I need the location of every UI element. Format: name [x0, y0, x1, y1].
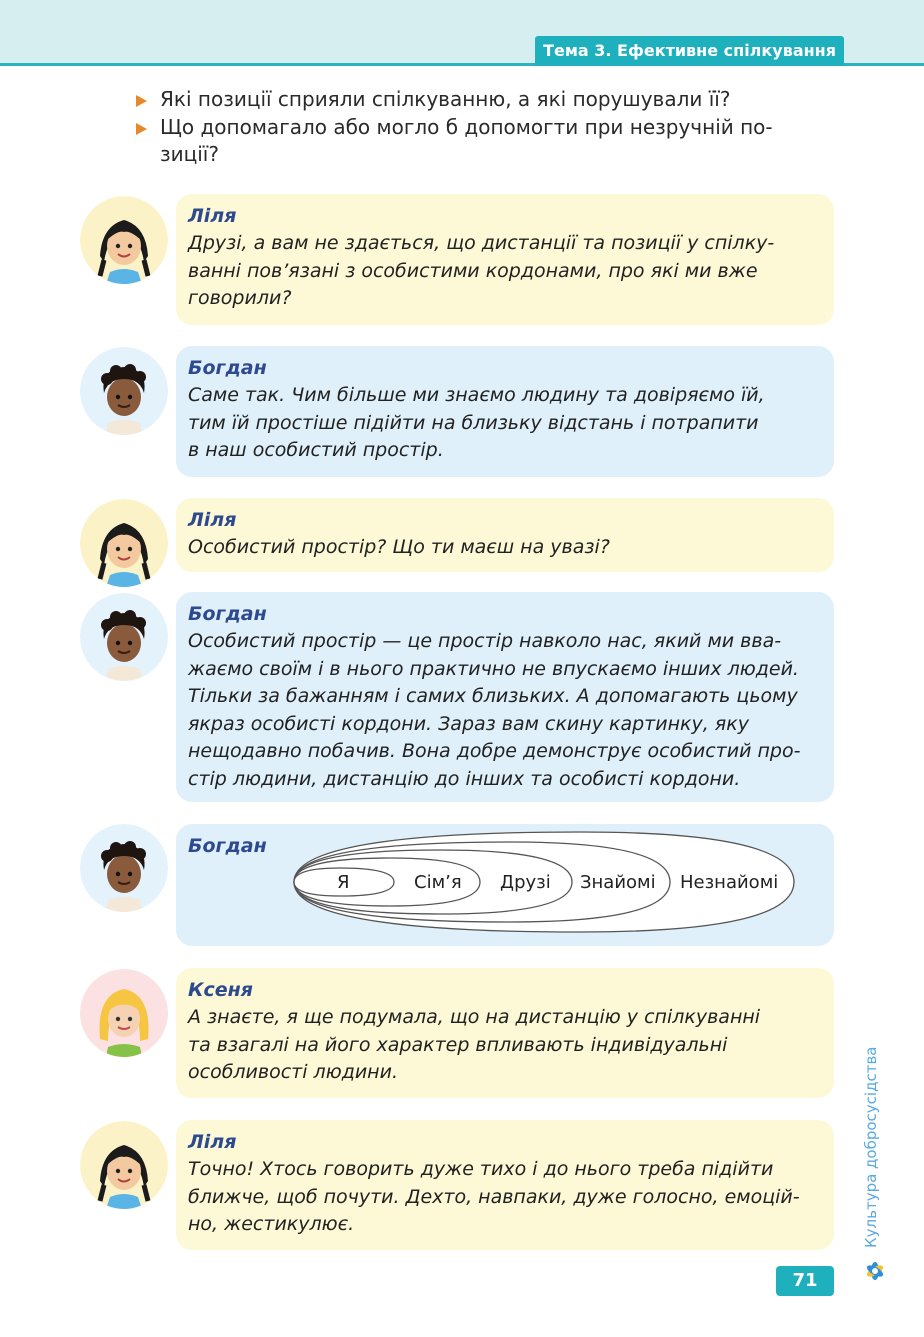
bogdan-avatar — [80, 593, 168, 681]
dialogue-bubble — [176, 194, 834, 325]
diagram-label-acquaintances: Знайомі — [580, 872, 656, 893]
speech-line: в наш особистий простір. — [188, 439, 444, 461]
speech-text: Особистий простір? Що ти маєш на увазі? — [188, 536, 610, 558]
girl-dark-hair-icon — [80, 196, 168, 284]
speech-line: стір людини, дистанцію до інших та особисті кордони. — [188, 767, 741, 790]
speech-line: Особистий простір — це простір навколо нас, який ми вва- — [188, 630, 782, 652]
question-list — [136, 86, 834, 168]
speech-line: говорили? — [188, 287, 292, 309]
speech-line: особливості людини. — [188, 1061, 398, 1083]
triangle-bullet-icon — [136, 95, 147, 107]
speaker-name: Ліля — [188, 509, 237, 531]
dialogue-bubble — [176, 346, 834, 477]
boy-curly-hair-icon — [80, 593, 168, 681]
question-text: Що допомагало або могло б допомогти при незручній по- зиції? — [160, 115, 773, 166]
speech-line: ванні пов’язані з особистими кордонами, про які ми вже — [188, 259, 758, 282]
speaker-name: Ліля — [188, 205, 237, 227]
speech-text — [188, 382, 820, 465]
speech-line: жаємо своїм і в нього практично не впускаємо інших людей. — [188, 657, 799, 680]
speaker-name: Ксеня — [188, 979, 254, 1001]
speech-line: Тільки за бажанням і самих близьких. А допомагають цьому — [188, 685, 798, 707]
dialogue-bubble — [176, 1120, 834, 1250]
personal-space-diagram — [290, 828, 800, 938]
speech-line: нещодавно побачив. Вона добре демонструє особистий про- — [188, 740, 801, 762]
page-number: 71 — [776, 1266, 834, 1296]
lilia-avatar — [80, 196, 168, 284]
speech-line: та взагалі на його характер впливають індивідуальні — [188, 1033, 728, 1056]
dialogue-bubble — [176, 592, 834, 802]
speech-line: но, жестикулює. — [188, 1213, 355, 1235]
speaker-name: Богдан — [188, 603, 267, 625]
diagram-label-friends: Друзі — [500, 872, 551, 893]
dialogue-bubble — [176, 968, 834, 1098]
speech-text — [188, 1156, 820, 1239]
lilia-avatar — [80, 499, 168, 587]
side-title: Культура добросусідства — [862, 1046, 880, 1248]
ksenia-avatar — [80, 969, 168, 1057]
question-text: Які позиції сприяли спілкуванню, а які порушували її? — [160, 87, 731, 111]
speaker-name: Богдан — [188, 357, 267, 379]
speech-text — [188, 1004, 820, 1087]
dialogue-bubble — [176, 498, 834, 572]
triangle-bullet-icon — [136, 123, 147, 135]
diagram-label-strangers: Незнайомі — [680, 872, 779, 893]
bogdan-avatar — [80, 824, 168, 912]
speech-line: якраз особисті кордони. Зараз вам скину картинку, яку — [188, 712, 749, 735]
speaker-name: Ліля — [188, 1131, 237, 1153]
speech-line: тим їй простіше підійти на близьку відстань і потрапити — [188, 411, 759, 434]
boy-curly-hair-icon — [80, 824, 168, 912]
boy-curly-hair-icon — [80, 347, 168, 435]
speech-line: А знаєте, я ще подумала, що на дистанцію у спілкуванні — [188, 1006, 761, 1028]
girl-blonde-hair-icon — [80, 969, 168, 1057]
flower-logo-icon — [860, 1256, 890, 1286]
speech-line: Друзі, а вам не здається, що дистанції та позиції у спілку- — [188, 232, 775, 254]
speech-text — [188, 628, 820, 793]
girl-dark-hair-icon — [80, 499, 168, 587]
speech-line: Точно! Хтось говорить дуже тихо і до нього треба підійти — [188, 1158, 774, 1180]
topic-label: Тема 3. Ефективне спілкування — [535, 36, 844, 66]
speech-text — [188, 230, 820, 313]
speech-line: ближче, щоб почути. Дехто, навпаки, дуже голосно, емоцій- — [188, 1185, 800, 1208]
question-item — [136, 86, 834, 113]
question-item — [136, 114, 834, 168]
girl-dark-hair-icon — [80, 1121, 168, 1209]
diagram-label-self: Я — [337, 872, 350, 893]
diagram-label-family: Сім’я — [414, 872, 462, 893]
speech-line: Саме так. Чим більше ми знаємо людину та довіряємо їй, — [188, 384, 765, 406]
lilia-avatar — [80, 1121, 168, 1209]
bogdan-avatar — [80, 347, 168, 435]
speaker-name: Богдан — [188, 835, 267, 857]
